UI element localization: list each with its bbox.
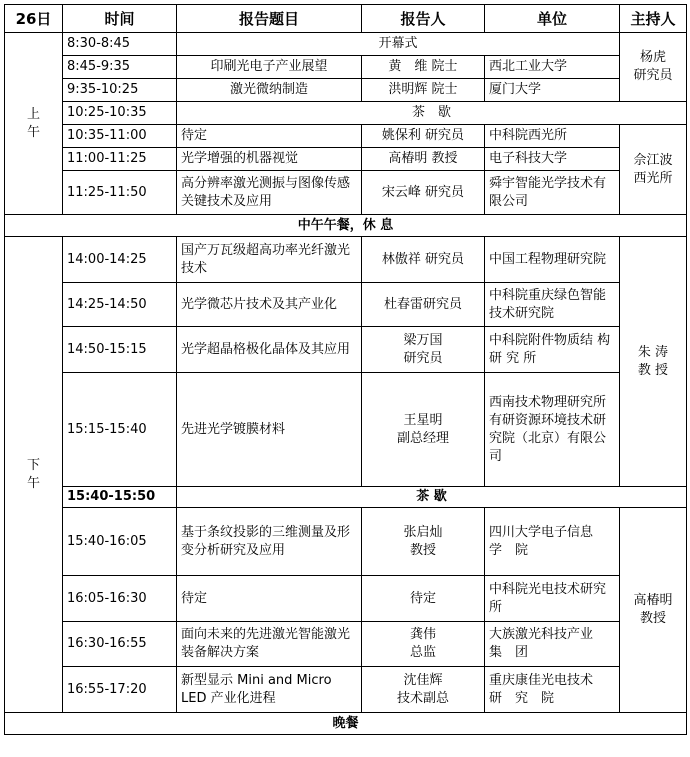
time-cell: 15:15-15:40 [63,373,177,487]
time-cell: 11:00-11:25 [63,148,177,171]
unit-cell: 大族激光科技产业 集 团 [485,622,620,667]
title-cell: 光学微芯片技术及其产业化 [177,283,362,327]
unit-cell: 中科院光电技术研究所 [485,576,620,622]
header-host: 主持人 [620,5,687,33]
speaker-cell: 黄 维 院士 [362,56,485,79]
speaker-cell: 高椿明 教授 [362,148,485,171]
unit-cell: 重庆康佳光电技术 研 究 院 [485,667,620,713]
unit-cell: 四川大学电子信息 学 院 [485,508,620,576]
table-row [5,148,687,171]
time-cell: 14:50-15:15 [63,327,177,373]
time-cell: 15:40-15:50 [63,487,177,508]
table-row [5,102,687,125]
table-row [5,576,687,622]
dinner: 晚餐 [5,713,687,735]
tea-break: 茶 歇 [177,102,687,125]
time-cell: 8:30-8:45 [63,33,177,56]
table-row [5,667,687,713]
title-cell: 基于条纹投影的三维测量及形变分析研究及应用 [177,508,362,576]
dinner-row [5,713,687,735]
time-cell: 14:00-14:25 [63,237,177,283]
period-afternoon: 下 午 [5,237,63,713]
unit-cell: 舜宇智能光学技术有限公司 [485,171,620,215]
title-cell: 激光微纳制造 [177,79,362,102]
speaker-cell: 沈佳辉 技术副总 [362,667,485,713]
host-cell: 佘江波 西光所 [620,125,687,215]
speaker-cell: 王星明 副总经理 [362,373,485,487]
title-cell: 面向未来的先进激光智能激光装备解决方案 [177,622,362,667]
header-speaker: 报告人 [362,5,485,33]
title-cell: 光学增强的机器视觉 [177,148,362,171]
table-row [5,125,687,148]
time-cell: 10:35-11:00 [63,125,177,148]
title-cell: 高分辨率激光测振与图像传感关键技术及应用 [177,171,362,215]
title-cell: 印刷光电子产业展望 [177,56,362,79]
time-cell: 15:40-16:05 [63,508,177,576]
speaker-cell: 洪明辉 院士 [362,79,485,102]
table-row [5,56,687,79]
table-row [5,79,687,102]
host-cell: 高椿明 教授 [620,508,687,713]
table-row [5,33,687,56]
speaker-cell: 宋云峰 研究员 [362,171,485,215]
title-cell: 先进光学镀膜材料 [177,373,362,487]
speaker-cell: 张启灿 教授 [362,508,485,576]
speaker-cell: 待定 [362,576,485,622]
speaker-cell: 林傲祥 研究员 [362,237,485,283]
unit-cell: 中科院附件物质结 构 研 究 所 [485,327,620,373]
unit-cell: 电子科技大学 [485,148,620,171]
header-day: 26日 [5,5,63,33]
host-cell: 杨虎 研究员 [620,33,687,102]
time-cell: 10:25-10:35 [63,102,177,125]
title-cell: 待定 [177,576,362,622]
time-cell: 8:45-9:35 [63,56,177,79]
table-row [5,373,687,487]
host-cell: 朱 涛 教 授 [620,237,687,487]
unit-cell: 中国工程物理研究院 [485,237,620,283]
title-cell: 国产万瓦级超高功率光纤激光技术 [177,237,362,283]
header-time: 时间 [63,5,177,33]
speaker-cell: 杜春雷研究员 [362,283,485,327]
table-row [5,283,687,327]
time-cell: 9:35-10:25 [63,79,177,102]
lunch-break: 中午午餐，休 息 [5,215,687,237]
table-row [5,171,687,215]
tea-break: 茶 歇 [177,487,687,508]
time-cell: 16:30-16:55 [63,622,177,667]
time-cell: 11:25-11:50 [63,171,177,215]
unit-cell: 西南技术物理研究所 有研资源环境技术研究院（北京）有限公司 [485,373,620,487]
table-row [5,237,687,283]
table-row [5,327,687,373]
time-cell: 16:05-16:30 [63,576,177,622]
header-title: 报告题目 [177,5,362,33]
lunch-row [5,215,687,237]
title-cell: 新型显示 Mini and Micro LED 产业化进程 [177,667,362,713]
unit-cell: 中科院重庆绿色智能技术研究院 [485,283,620,327]
unit-cell: 厦门大学 [485,79,620,102]
header-unit: 单位 [485,5,620,33]
time-cell: 16:55-17:20 [63,667,177,713]
agenda-table [4,4,687,735]
time-cell: 14:25-14:50 [63,283,177,327]
table-row [5,508,687,576]
title-cell: 待定 [177,125,362,148]
speaker-cell: 梁万国 研究员 [362,327,485,373]
period-morning: 上 午 [5,33,63,215]
speaker-cell: 姚保利 研究员 [362,125,485,148]
unit-cell: 中科院西光所 [485,125,620,148]
table-row [5,487,687,508]
unit-cell: 西北工业大学 [485,56,620,79]
table-row [5,622,687,667]
header-row [5,5,687,33]
title-cell: 光学超晶格极化晶体及其应用 [177,327,362,373]
speaker-cell: 龚伟 总监 [362,622,485,667]
title-cell: 开幕式 [177,33,620,56]
